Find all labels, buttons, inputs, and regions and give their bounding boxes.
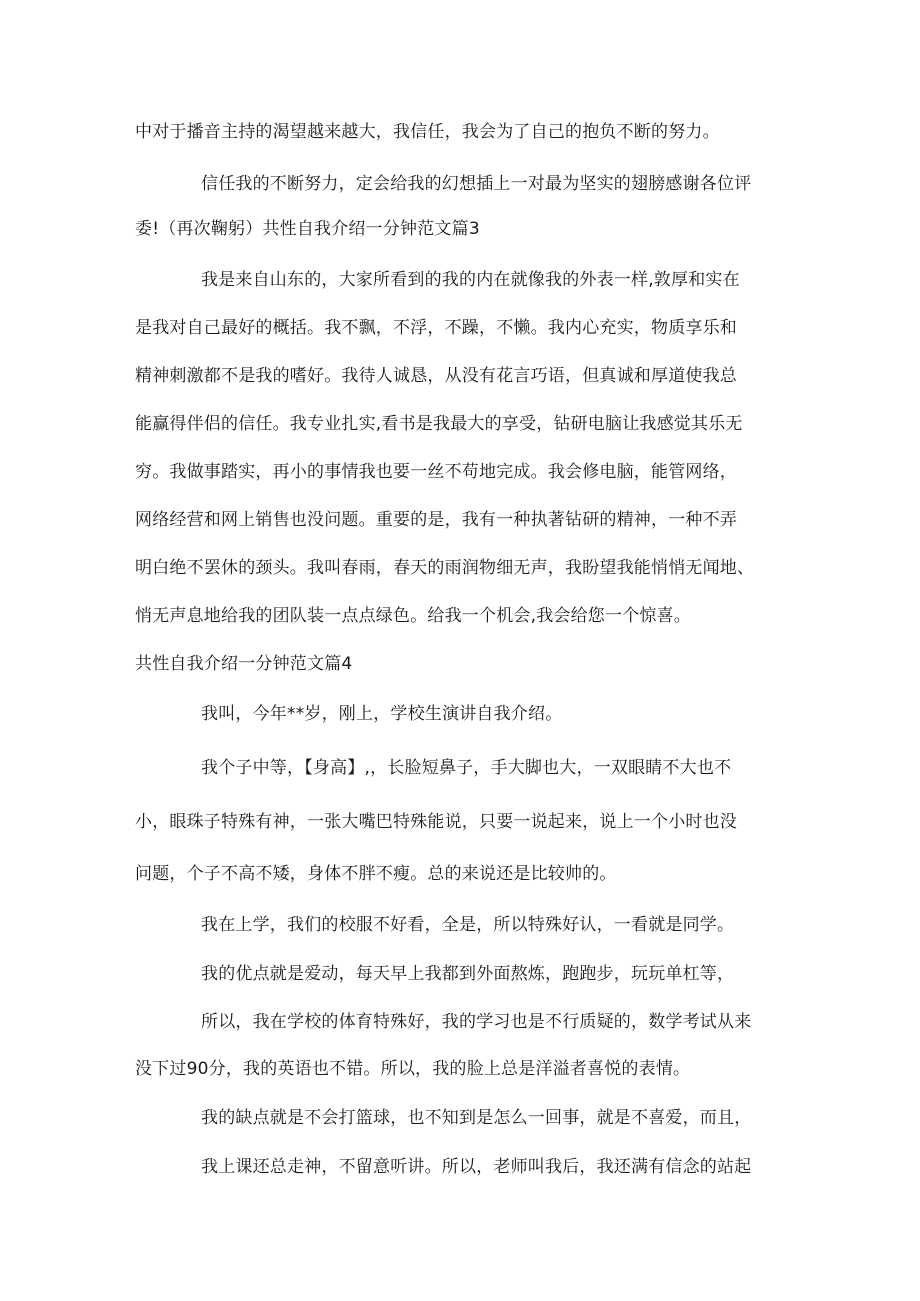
text-line: 我叫，今年**岁，刚上，学校生演讲自我介绍。 bbox=[201, 704, 563, 724]
text-line: 小，眼珠子特殊有神，一张大嘴巴特殊能说，只要一说起来，说上一个小时也没 bbox=[135, 812, 737, 832]
text-line: 我在上学，我们的校服不好看，全是，所以特殊好认，一看就是同学。 bbox=[201, 915, 735, 935]
text-line: 精神刺激都不是我的嗜好。我待人诚恳，从没有花言巧语，但真诚和厚道使我总 bbox=[135, 366, 737, 386]
text-line: 所以，我在学校的体育特殊好，我的学习也是不行质疑的，数学考试从来 bbox=[201, 1012, 752, 1032]
text-line: 是我对自己最好的概括。我不飘，不浮，不躁，不懒。我内心充实，物质享乐和 bbox=[135, 318, 737, 338]
text-line: 中对于播音主持的渴望越来越大，我信任，我会为了自己的抱负不断的努力。 bbox=[135, 122, 720, 142]
text-line: 网络经营和网上销售也没问题。重要的是，我有一种执著钻研的精神，一种不弄 bbox=[135, 510, 737, 530]
text-line: 没下过90分，我的英语也不错。所以，我的脸上总是洋溢者喜悦的表情。 bbox=[135, 1059, 691, 1079]
text-line: 我的缺点就是不会打篮球，也不知到是怎么一回事，就是不喜爱，而且， bbox=[201, 1108, 752, 1128]
text-line: 明白绝不罢休的颈头。我叫春雨，春天的雨润物细无声，我盼望我能悄悄无闻地、 bbox=[135, 558, 755, 578]
text-line: 我的优点就是爱动，每天早上我都到外面熬炼，跑跑步，玩玩单杠等， bbox=[201, 964, 735, 984]
text-line: 能赢得伴侣的信任。我专业扎实,看书是我最大的享受，钻研电脑让我感觉其乐无 bbox=[135, 414, 743, 434]
text-line: 我上课还总走神，不留意听讲。所以，老师叫我后，我还满有信念的站起 bbox=[201, 1157, 752, 1177]
text-line: 我个子中等，【身高】,，长脸短鼻子，手大脚也大，一双眼睛不大也不 bbox=[201, 758, 732, 778]
section-heading: 共性自我介绍一分钟范文篇4 bbox=[135, 654, 353, 674]
text-line: 我是来自山东的，大家所看到的我的内在就像我的外表一样,敦厚和实在 bbox=[201, 270, 740, 290]
text-line: 穷。我做事踏实，再小的事情我也要一丝不苟地完成。我会修电脑，能管网络， bbox=[135, 462, 737, 482]
text-line: 问题，个子不高不矮，身体不胖不瘦。总的来说还是比较帅的。 bbox=[135, 864, 617, 884]
text-line: 悄无声息地给我的团队装一点点绿色。给我一个机会,我会给您一个惊喜。 bbox=[135, 606, 692, 626]
text-line: 信任我的不断努力，定会给我的幻想插上一对最为坚实的翅膀感谢各位评 bbox=[201, 174, 752, 194]
text-line: 委!（再次鞠躬）共性自我介绍一分钟范文篇3 bbox=[135, 219, 480, 239]
